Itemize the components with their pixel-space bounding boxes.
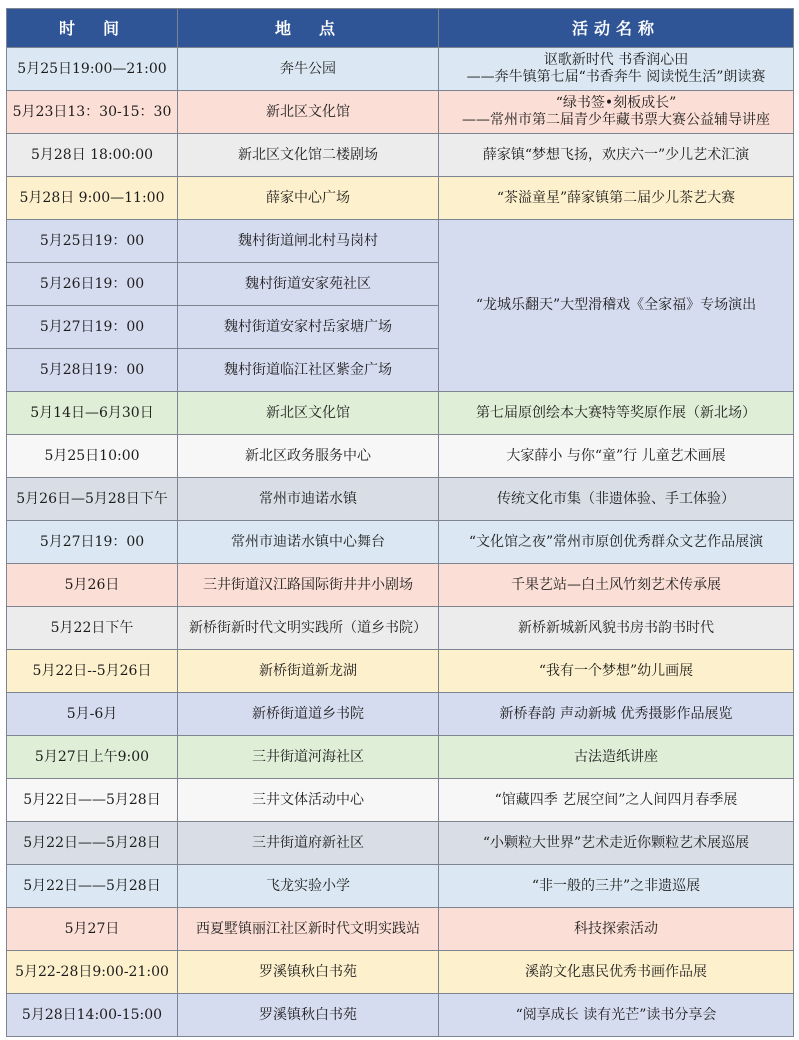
table-row [7,435,794,478]
table-row [7,607,794,650]
place-cell: 新北区文化馆二楼剧场 [178,134,439,177]
header-time: 时 间 [7,9,178,48]
time-cell: 5月27日上午9:00 [7,736,178,779]
name-cell: 溪韵文化惠民优秀书画作品展 [439,951,794,994]
name-cell: 第七届原创绘本大赛特等奖原作展（新北场） [439,392,794,435]
place-cell: 新桥街道道乡书院 [178,693,439,736]
table-row [7,736,794,779]
name-cell: 古法造纸讲座 [439,736,794,779]
name-cell: “阅享成长 读有光芒”读书分享会 [439,994,794,1037]
table-row [7,865,794,908]
name-cell: 科技探索活动 [439,908,794,951]
time-cell: 5月22日——5月28日 [7,779,178,822]
name-cell: 薛家镇“梦想飞扬，欢庆六一”少儿艺术汇演 [439,134,794,177]
name-cell [439,91,794,134]
place-cell: 奔牛公园 [178,48,439,91]
name-cell [439,48,794,91]
header-name: 活动名称 [439,9,794,48]
place-cell: 薛家中心广场 [178,177,439,220]
name-cell: 大家薛小 与你“童”行 儿童艺术画展 [439,435,794,478]
table-row [7,994,794,1037]
table-row [7,392,794,435]
name-cell: 千果艺站—白土风竹刻艺术传承展 [439,564,794,607]
place-cell: 新北区文化馆 [178,392,439,435]
table-row [7,564,794,607]
name-cell: “非一般的三井”之非遗巡展 [439,865,794,908]
time-cell: 5月28日 18:00:00 [7,134,178,177]
table-row [7,48,794,91]
name-cell: “龙城乐翻天”大型滑稽戏《全家福》专场演出 [439,220,794,392]
place-cell: 三井街道汉江路国际街井井小剧场 [178,564,439,607]
header-place: 地 点 [178,9,439,48]
table-row [7,951,794,994]
place-cell: 新北区政务服务中心 [178,435,439,478]
name-cell: “文化馆之夜”常州市原创优秀群众文艺作品展演 [439,521,794,564]
time-cell: 5月28日 9:00—11:00 [7,177,178,220]
time-cell: 5月25日10:00 [7,435,178,478]
place-cell: 三井街道河海社区 [178,736,439,779]
name-line-2: ——常州市第二届青少年藏书票大赛公益辅导讲座 [462,112,770,128]
name-line-2: ——奔牛镇第七届“书香奔牛 阅读悦生活”朗读赛 [466,69,766,85]
place-cell: 常州市迪诺水镇中心舞台 [178,521,439,564]
time-cell: 5月22-28日9:00-21:00 [7,951,178,994]
time-cell: 5月26日 [7,564,178,607]
table-row [7,220,794,263]
time-cell: 5月25日19:00—21:00 [7,48,178,91]
time-cell: 5月28日14:00-15:00 [7,994,178,1037]
time-cell: 5月14日—6月30日 [7,392,178,435]
header-row [7,9,794,48]
table-row [7,693,794,736]
time-cell: 5月25日19：00 [7,220,178,263]
name-cell: 新桥春韵 声动新城 优秀摄影作品展览 [439,693,794,736]
time-cell: 5月22日--5月26日 [7,650,178,693]
place-cell: 常州市迪诺水镇 [178,478,439,521]
time-cell: 5月-6月 [7,693,178,736]
place-cell: 魏村街道安家苑社区 [178,263,439,306]
table-row [7,822,794,865]
place-cell: 新北区文化馆 [178,91,439,134]
place-cell: 三井街道府新社区 [178,822,439,865]
name-line-1: “绿书签•刻板成长” [555,95,677,111]
table-row [7,478,794,521]
place-cell: 罗溪镇秋白书苑 [178,951,439,994]
table-row [7,650,794,693]
place-cell: 罗溪镇秋白书苑 [178,994,439,1037]
table-row [7,908,794,951]
name-cell: “小颗粒大世界”艺术走近你颗粒艺术展巡展 [439,822,794,865]
time-cell: 5月28日19：00 [7,349,178,392]
time-cell: 5月27日 [7,908,178,951]
name-cell: “我有一个梦想”幼儿画展 [439,650,794,693]
time-cell: 5月27日19：00 [7,306,178,349]
table-row [7,177,794,220]
table-row [7,91,794,134]
time-cell: 5月22日——5月28日 [7,822,178,865]
place-cell: 魏村街道闸北村马岗村 [178,220,439,263]
time-cell: 5月22日——5月28日 [7,865,178,908]
place-cell: 魏村街道安家村岳家塘广场 [178,306,439,349]
name-cell: “馆藏四季 艺展空间”之人间四月春季展 [439,779,794,822]
event-schedule-table [6,8,794,1037]
name-line-1: 讴歌新时代 书香润心田 [543,52,689,68]
name-cell: “茶溢童星”薛家镇第二届少儿茶艺大赛 [439,177,794,220]
time-cell: 5月22日下午 [7,607,178,650]
name-cell: 新桥新城新风貌书房书韵书时代 [439,607,794,650]
time-cell: 5月26日—5月28日下午 [7,478,178,521]
place-cell: 三井文体活动中心 [178,779,439,822]
table-row [7,779,794,822]
table-row [7,134,794,177]
table-row [7,521,794,564]
time-cell: 5月27日19：00 [7,521,178,564]
place-cell: 西夏墅镇丽江社区新时代文明实践站 [178,908,439,951]
time-cell: 5月23日13：30-15：30 [7,91,178,134]
place-cell: 新桥街道新龙湖 [178,650,439,693]
place-cell: 新桥街新时代文明实践所（道乡书院） [178,607,439,650]
place-cell: 飞龙实验小学 [178,865,439,908]
name-cell: 传统文化市集（非遗体验、手工体验） [439,478,794,521]
place-cell: 魏村街道临江社区紫金广场 [178,349,439,392]
time-cell: 5月26日19：00 [7,263,178,306]
